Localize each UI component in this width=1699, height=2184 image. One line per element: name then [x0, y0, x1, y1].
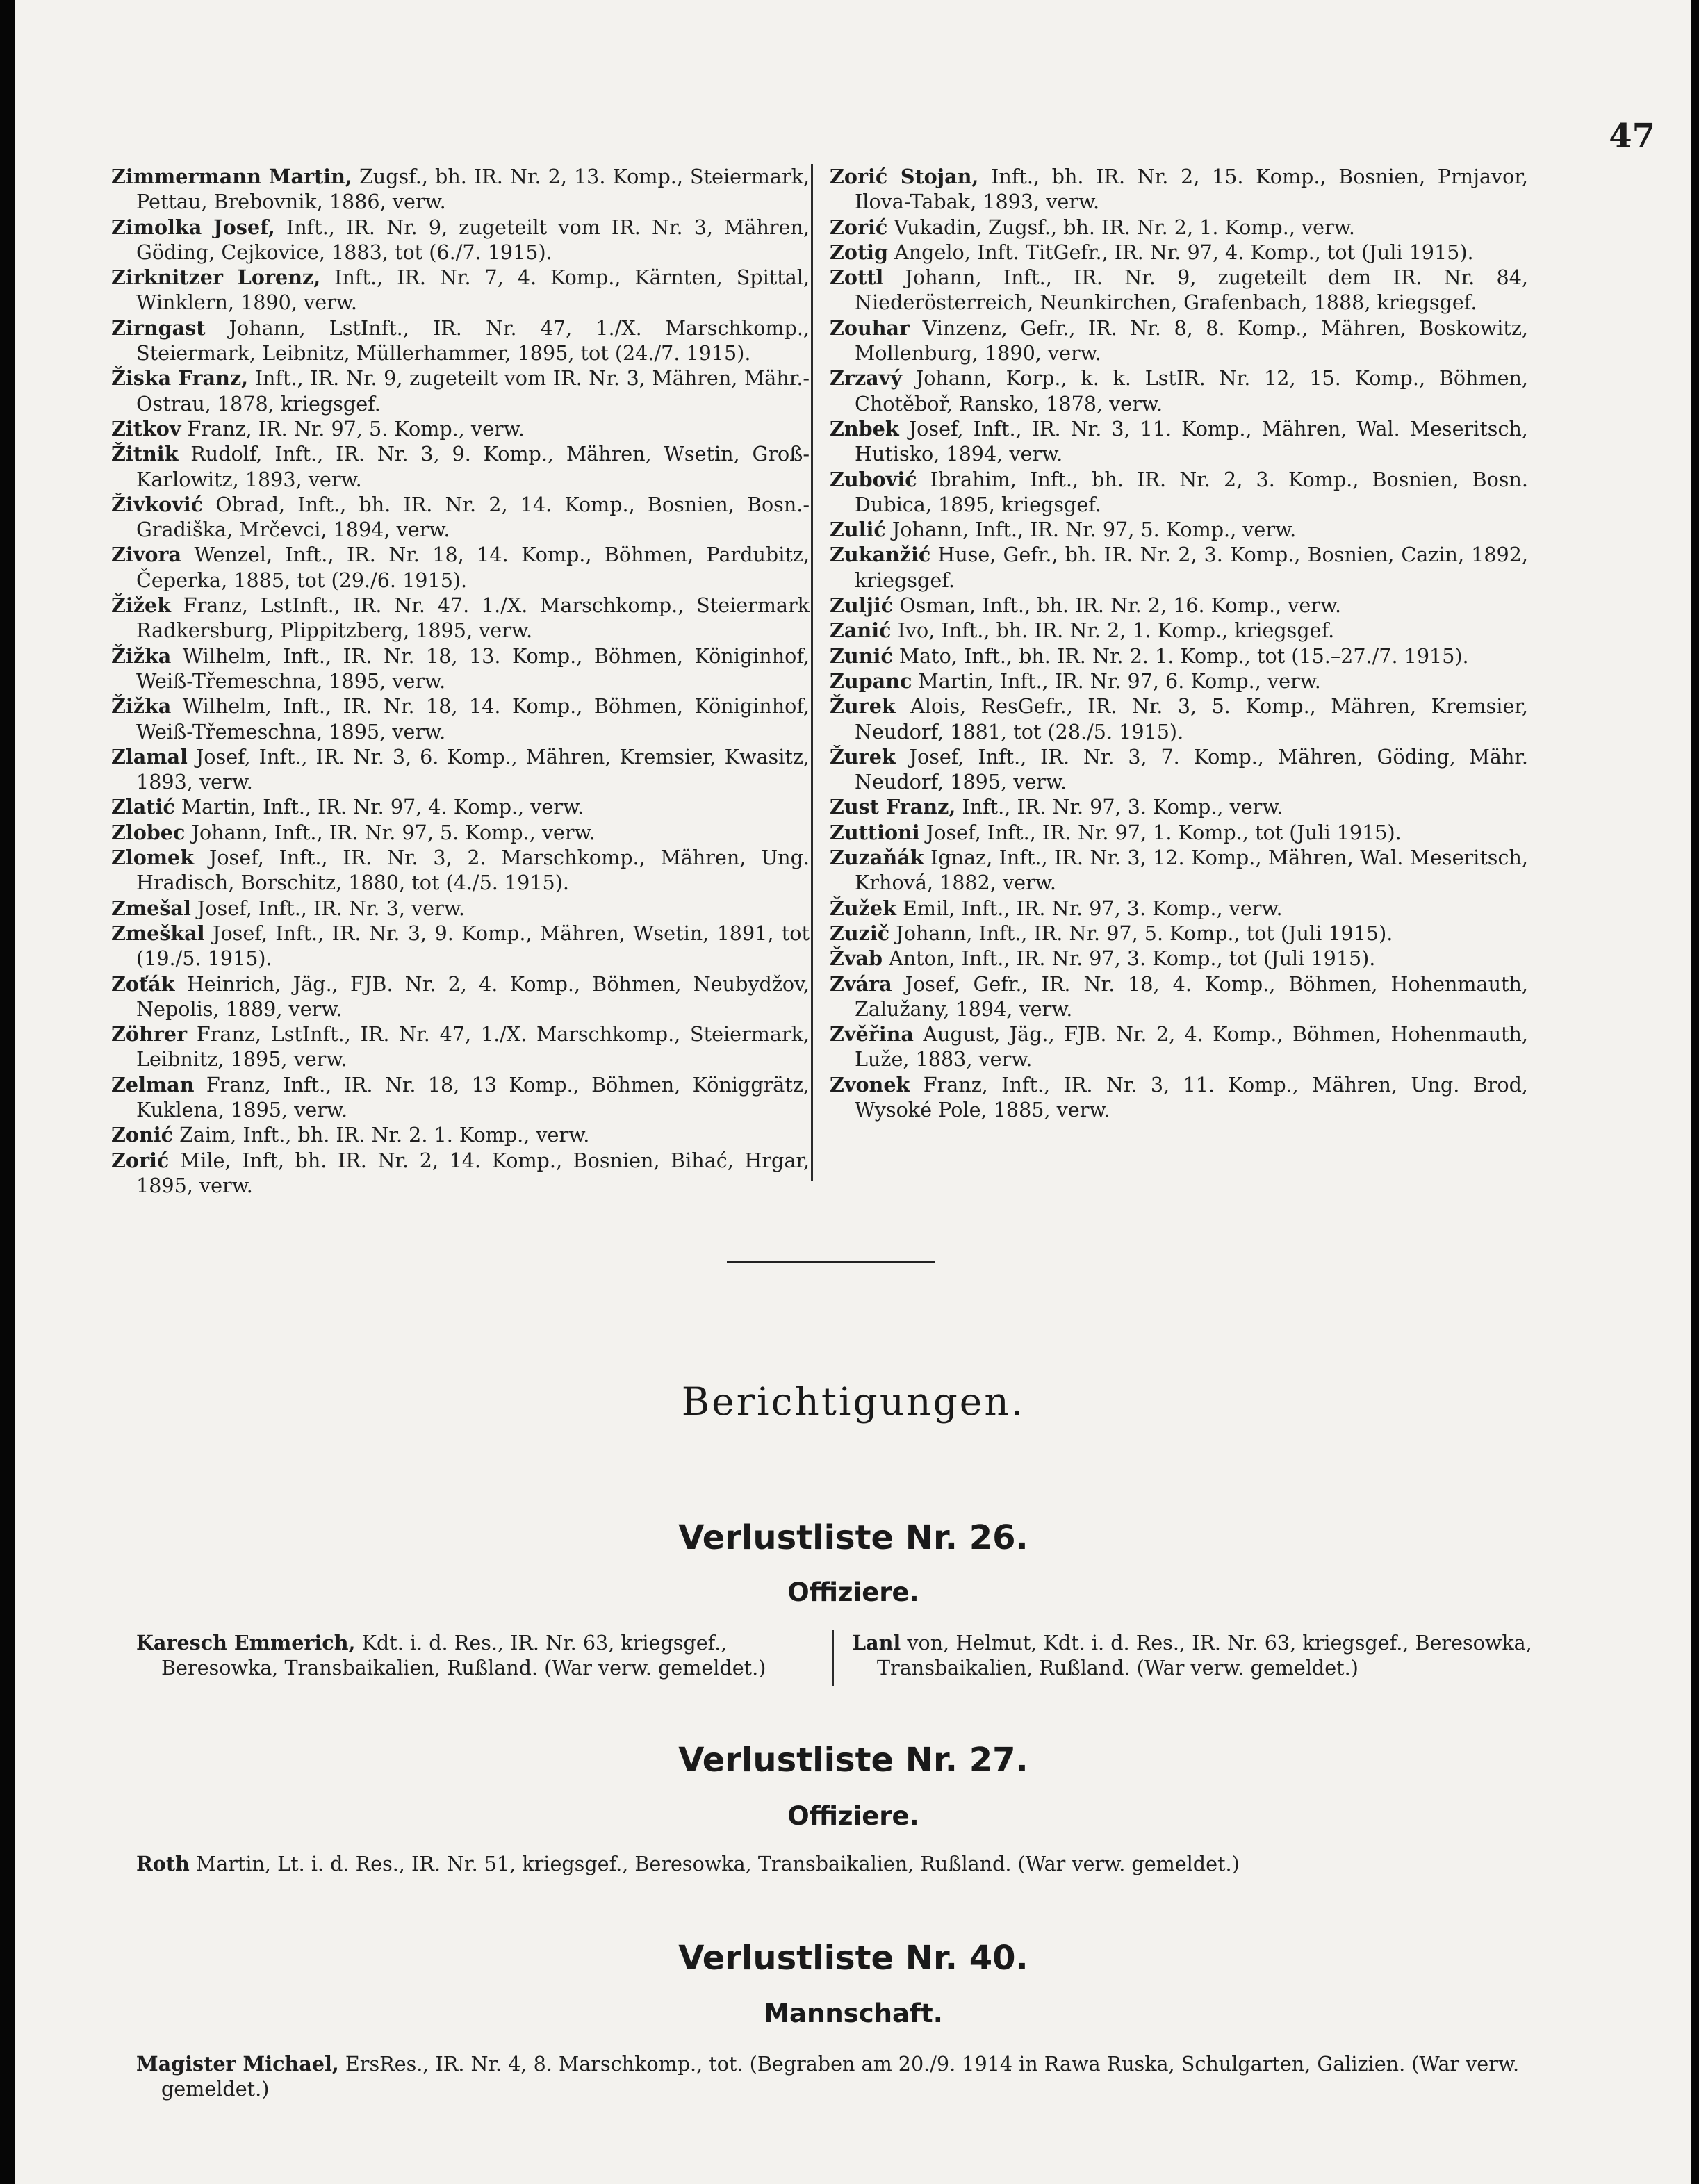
casualty-details: Johann, LstInft., IR. Nr. 47, 1./X. Marschkomp., Steiermark, Leibnitz, Müllerhammer, 1895, tot (24./7. 1915). — [136, 315, 810, 366]
casualty-details: Ibrahim, Inft., bh. IR. Nr. 2, 3. Komp., Bosnien, Bosn. Dubica, 1895, kriegsgef. — [855, 467, 1528, 516]
list40-heading: Verlustliste Nr. 40. — [678, 1939, 1028, 1978]
list26-right-name: Lanl — [852, 1631, 901, 1655]
casualty-entry — [830, 744, 1528, 795]
casualty-details: Inft., IR. Nr. 9, zugeteilt vom IR. Nr. 3, Mähren, Mähr.-Ostrau, 1878, kriegsgef. — [136, 366, 810, 416]
casualty-name: Zanić — [830, 618, 892, 643]
casualty-entry — [111, 693, 810, 744]
casualty-details: Vinzenz, Gefr., IR. Nr. 8, 8. Komp., Mähren, Boskowitz, Mollenburg, 1890, verw. — [855, 315, 1528, 366]
casualty-entry — [111, 820, 810, 845]
casualty-name: Zouhar — [830, 315, 910, 340]
casualty-details: Ignaz, Inft., IR. Nr. 3, 12. Komp., Mähren, Wal. Meseritsch, Krhová, 1882, verw. — [855, 846, 1528, 895]
casualty-details: Inft., IR. Nr. 7, 4. Komp., Kärnten, Spittal, Winklern, 1890, verw. — [136, 265, 810, 315]
casualty-entry — [830, 668, 1528, 693]
casualty-entry — [111, 921, 810, 971]
casualty-entry — [830, 971, 1528, 1022]
list26-left-entry — [136, 1630, 834, 1681]
scan-edge-right — [1691, 0, 1699, 2184]
right-column — [830, 164, 1528, 1122]
left-column — [111, 164, 810, 1198]
casualty-entry — [111, 794, 810, 819]
list27-entry — [136, 1851, 1558, 1876]
casualty-entry — [111, 1021, 810, 1072]
casualty-name: Zirngast — [111, 315, 206, 340]
list40-name: Magister Michael, — [136, 2052, 339, 2076]
casualty-name: Zvára — [830, 971, 892, 996]
casualty-details: Johann, Inft., IR. Nr. 97, 5. Komp., verw. — [892, 518, 1297, 542]
casualty-name: Žitnik — [111, 442, 179, 466]
casualty-name: Zorić — [830, 215, 888, 239]
casualty-details: Wenzel, Inft., IR. Nr. 18, 14. Komp., Böhmen, Pardubitz, Čeperka, 1885, tot (29./6. 1915). — [136, 543, 810, 592]
casualty-entry — [111, 542, 810, 593]
corrections-title: Berichtigungen. — [681, 1379, 1026, 1424]
casualty-name: Zrzavý — [830, 366, 902, 391]
casualty-name: Zoťák — [111, 971, 175, 996]
casualty-entry — [111, 416, 810, 441]
casualty-details: Angelo, Inft. TitGefr., IR. Nr. 97, 4. Komp., tot (Juli 1915). — [894, 240, 1474, 264]
list40-entry — [136, 2051, 1558, 2102]
casualty-entry — [111, 971, 810, 1022]
casualty-entry — [830, 618, 1528, 643]
casualty-name: Žižek — [111, 593, 171, 618]
casualty-entry — [111, 441, 810, 492]
casualty-details: Josef, Inft., IR. Nr. 3, 6. Komp., Mähren, Kremsier, Kwasitz, 1893, verw. — [136, 744, 810, 794]
casualty-entry — [111, 1122, 810, 1147]
casualty-details: Osman, Inft., bh. IR. Nr. 2, 16. Komp., verw. — [899, 593, 1342, 618]
casualty-name: Žižka — [111, 643, 172, 668]
casualty-details: Huse, Gefr., bh. IR. Nr. 2, 3. Komp., Bosnien, Cazin, 1892, kriegsgef. — [855, 543, 1528, 592]
list26-heading: Verlustliste Nr. 26. — [678, 1518, 1028, 1557]
casualty-name: Zitkov — [111, 416, 181, 441]
casualty-name: Zmešal — [111, 896, 191, 920]
list26-left-name: Karesch Emmerich, — [136, 1631, 356, 1655]
casualty-entry — [830, 542, 1528, 593]
casualty-details: Josef, Inft., IR. Nr. 97, 1. Komp., tot (Juli 1915). — [926, 820, 1402, 844]
casualty-details: Johann, Inft., IR. Nr. 9, zugeteilt dem IR. Nr. 84, Niederösterreich, Neunkirchen, Grafenbach, 1888, kriegsgef. — [855, 265, 1528, 315]
section-separator-rule — [727, 1261, 935, 1263]
column-divider — [811, 164, 813, 1181]
casualty-entry — [830, 517, 1528, 542]
casualty-name: Žužek — [830, 896, 896, 920]
casualty-details: Anton, Inft., IR. Nr. 97, 3. Komp., tot (Juli 1915). — [889, 946, 1376, 971]
casualty-details: August, Jäg., FJB. Nr. 2, 4. Komp., Böhmen, Hohenmauth, Luže, 1883, verw. — [855, 1022, 1528, 1072]
casualty-entry — [111, 1148, 810, 1199]
casualty-details: Emil, Inft., IR. Nr. 97, 3. Komp., verw. — [903, 896, 1283, 920]
list26-right-text: von, Helmut, Kdt. i. d. Res., IR. Nr. 63, kriegsgef., Beresowka, Transbaikalien, Rußland. (War verw. gemeldet.) — [877, 1631, 1532, 1680]
casualty-entry — [830, 467, 1528, 518]
casualty-entry — [111, 366, 810, 416]
list26-subheading: Offiziere. — [787, 1577, 919, 1607]
casualty-name: Zelman — [111, 1072, 195, 1097]
casualty-name: Zivora — [111, 543, 182, 567]
casualty-details: Ivo, Inft., bh. IR. Nr. 2, 1. Komp., kriegsgef. — [897, 618, 1335, 643]
casualty-details: Franz, Inft., IR. Nr. 3, 11. Komp., Mähren, Ung. Brod, Wysoké Pole, 1885, verw. — [855, 1072, 1528, 1122]
casualty-name: Zuttioni — [830, 820, 920, 844]
casualty-name: Zottl — [830, 265, 884, 290]
casualty-details: Franz, Inft., IR. Nr. 18, 13 Komp., Böhmen, Königgrätz, Kuklena, 1895, verw. — [136, 1072, 810, 1122]
casualty-entry — [830, 416, 1528, 467]
casualty-entry — [830, 643, 1528, 668]
list26-right-entry — [852, 1630, 1555, 1681]
scan-edge-left — [0, 0, 15, 2184]
casualty-entry — [111, 593, 810, 643]
casualty-details: Mato, Inft., bh. IR. Nr. 2. 1. Komp., tot (15.–27./7. 1915). — [898, 643, 1469, 668]
casualty-entry — [111, 643, 810, 694]
casualty-details: Vukadin, Zugsf., bh. IR. Nr. 2, 1. Komp., verw. — [894, 215, 1355, 239]
casualty-name: Zmeškal — [111, 921, 205, 945]
casualty-details: Josef, Inft., IR. Nr. 3, verw. — [197, 896, 465, 920]
casualty-name: Žurek — [830, 694, 896, 719]
casualty-name: Zust Franz, — [830, 795, 956, 819]
casualty-entry — [830, 215, 1528, 240]
casualty-entry — [830, 693, 1528, 744]
casualty-entry — [830, 845, 1528, 896]
casualty-entry — [830, 896, 1528, 921]
casualty-entry — [111, 1072, 810, 1123]
casualty-entry — [111, 164, 810, 215]
casualty-entry — [111, 265, 810, 315]
casualty-name: Zorić Stojan, — [830, 165, 979, 188]
casualty-entry — [830, 265, 1528, 315]
casualty-name: Živković — [111, 492, 204, 516]
casualty-name: Zuljić — [830, 593, 894, 618]
casualty-entry — [111, 215, 810, 265]
casualty-name: Žižka — [111, 694, 172, 719]
casualty-details: Johann, Korp., k. k. LstIR. Nr. 12, 15. Komp., Böhmen, Chotěboř, Ransko, 1878, verw. — [855, 366, 1529, 416]
casualty-name: Zorić — [111, 1148, 170, 1172]
page-number: 47 — [1609, 117, 1655, 156]
list40-text: ErsRes., IR. Nr. 4, 8. Marschkomp., tot. (Begraben am 20./9. 1914 in Rawa Ruska, Schulgarten, Galizien. (War verw. gemeldet.) — [161, 2052, 1520, 2101]
casualty-name: Zöhrer — [111, 1022, 188, 1046]
list26-left-text: Kdt. i. d. Res., IR. Nr. 63, kriegsgef., Beresowka, Transbaikalien, Rußland. (War verw. gemeldet.) — [161, 1631, 766, 1680]
casualty-details: Franz, LstInft., IR. Nr. 47, 1./X. Marschkomp., Steiermark, Leibnitz, 1895, verw. — [136, 1022, 810, 1072]
casualty-details: Josef, Inft., IR. Nr. 3, 11. Komp., Mähren, Wal. Meseritsch, Hutisko, 1894, verw. — [855, 416, 1528, 466]
casualty-name: Zuzaňák — [830, 846, 924, 870]
list27-name: Roth — [136, 1852, 190, 1875]
casualty-name: Žurek — [830, 744, 896, 769]
casualty-details: Wilhelm, Inft., IR. Nr. 18, 14. Komp., Böhmen, Königinhof, Weiß-Třemeschna, 1895, verw. — [136, 694, 810, 744]
casualty-name: Zimolka Josef, — [111, 215, 275, 239]
casualty-entry — [830, 315, 1528, 366]
list27-heading: Verlustliste Nr. 27. — [678, 1741, 1028, 1780]
list27-text: Martin, Lt. i. d. Res., IR. Nr. 51, kriegsgef., Beresowka, Transbaikalien, Rußland. (War verw. gemeldet.) — [195, 1852, 1240, 1875]
casualty-details: Inft., IR. Nr. 97, 3. Komp., verw. — [962, 795, 1283, 819]
casualty-entry — [830, 240, 1528, 265]
casualty-name: Zlamal — [111, 744, 188, 769]
casualty-name: Zulić — [830, 518, 886, 542]
casualty-name: Zlobec — [111, 820, 186, 844]
casualty-entry — [111, 845, 810, 896]
casualty-details: Wilhelm, Inft., IR. Nr. 18, 13. Komp., Böhmen, Königinhof, Weiß-Třemeschna, 1895, verw. — [136, 643, 810, 693]
casualty-details: Josef, Inft., IR. Nr. 3, 9. Komp., Mähren, Wsetin, 1891, tot (19./5. 1915). — [136, 921, 810, 971]
casualty-details: Josef, Gefr., IR. Nr. 18, 4. Komp., Böhmen, Hohenmauth, Zalužany, 1894, verw. — [855, 971, 1529, 1021]
casualty-details: Johann, Inft., IR. Nr. 97, 5. Komp., verw. — [191, 820, 596, 844]
casualty-entry — [830, 794, 1528, 819]
casualty-entry — [111, 896, 810, 921]
casualty-name: Zotig — [830, 240, 889, 264]
casualty-details: Franz, LstInft., IR. Nr. 47. 1./X. Marschkomp., Steiermark Radkersburg, Plippitzberg, 1895, verw. — [136, 593, 810, 643]
casualty-details: Josef, Inft., IR. Nr. 3, 7. Komp., Mähren, Göding, Mähr. Neudorf, 1895, verw. — [855, 744, 1528, 794]
casualty-entry — [830, 1072, 1528, 1123]
casualty-name: Zimmermann Martin, — [111, 165, 352, 188]
casualty-name: Zukanžić — [830, 543, 931, 567]
document-page — [15, 0, 1691, 2184]
casualty-details: Rudolf, Inft., IR. Nr. 3, 9. Komp., Mähren, Wsetin, Groß-Karlowitz, 1893, verw. — [136, 442, 810, 491]
casualty-name: Zuzič — [830, 921, 890, 945]
casualty-name: Žiska Franz, — [111, 366, 249, 391]
casualty-details: Inft., bh. IR. Nr. 2, 15. Komp., Bosnien, Prnjavor, Ilova-Tabak, 1893, verw. — [855, 165, 1528, 214]
casualty-name: Zubović — [830, 467, 917, 491]
casualty-entry — [830, 366, 1528, 416]
casualty-details: Mile, Inft, bh. IR. Nr. 2, 14. Komp., Bosnien, Bihać, Hrgar, 1895, verw. — [136, 1148, 810, 1197]
casualty-entry — [111, 744, 810, 795]
casualty-details: Zugsf., bh. IR. Nr. 2, 13. Komp., Steiermark, Pettau, Brebovnik, 1886, verw. — [136, 165, 810, 214]
casualty-name: Zvěřina — [830, 1022, 914, 1046]
casualty-details: Heinrich, Jäg., FJB. Nr. 2, 4. Komp., Böhmen, Neubydžov, Nepolis, 1889, verw. — [136, 971, 810, 1021]
casualty-details: Alois, ResGefr., IR. Nr. 3, 5. Komp., Mähren, Kremsier, Neudorf, 1881, tot (28./5. 1915). — [855, 694, 1528, 744]
casualty-details: Johann, Inft., IR. Nr. 97, 5. Komp., tot (Juli 1915). — [896, 921, 1393, 945]
casualty-details: Franz, IR. Nr. 97, 5. Komp., verw. — [187, 416, 525, 441]
casualty-name: Zunić — [830, 643, 893, 668]
list26-divider — [832, 1630, 834, 1686]
casualty-name: Zlomek — [111, 846, 195, 870]
casualty-entry — [830, 946, 1528, 971]
casualty-entry — [830, 820, 1528, 845]
casualty-entry — [830, 164, 1528, 215]
casualty-details: Zaim, Inft., bh. IR. Nr. 2. 1. Komp., verw. — [179, 1123, 590, 1147]
casualty-name: Zirknitzer Lorenz, — [111, 265, 321, 290]
casualty-name: Zlatić — [111, 795, 175, 819]
list27-subheading: Offiziere. — [787, 1801, 919, 1831]
casualty-details: Martin, Inft., IR. Nr. 97, 6. Komp., verw. — [918, 668, 1321, 693]
casualty-details: Inft., IR. Nr. 9, zugeteilt vom IR. Nr. 3, Mähren, Göding, Cejkovice, 1883, tot (6./7. 1915). — [136, 215, 810, 264]
casualty-details: Martin, Inft., IR. Nr. 97, 4. Komp., verw. — [181, 795, 584, 819]
casualty-name: Zupanc — [830, 668, 912, 693]
casualty-entry — [830, 921, 1528, 946]
list40-subheading: Mannschaft. — [764, 1998, 943, 2028]
casualty-name: Znbek — [830, 416, 899, 441]
casualty-details: Obrad, Inft., bh. IR. Nr. 2, 14. Komp., Bosnien, Bosn.-Gradiška, Mrčevci, 1894, verw. — [136, 492, 810, 542]
casualty-entry — [111, 315, 810, 366]
casualty-name: Zonić — [111, 1123, 174, 1147]
casualty-name: Zvonek — [830, 1072, 910, 1097]
casualty-entry — [830, 593, 1528, 618]
casualty-entry — [111, 492, 810, 543]
casualty-entry — [830, 1021, 1528, 1072]
casualty-name: Žvab — [830, 946, 883, 971]
casualty-details: Josef, Inft., IR. Nr. 3, 2. Marschkomp., Mähren, Ung. Hradisch, Borschitz, 1880, tot (4./5. 1915). — [136, 846, 810, 895]
